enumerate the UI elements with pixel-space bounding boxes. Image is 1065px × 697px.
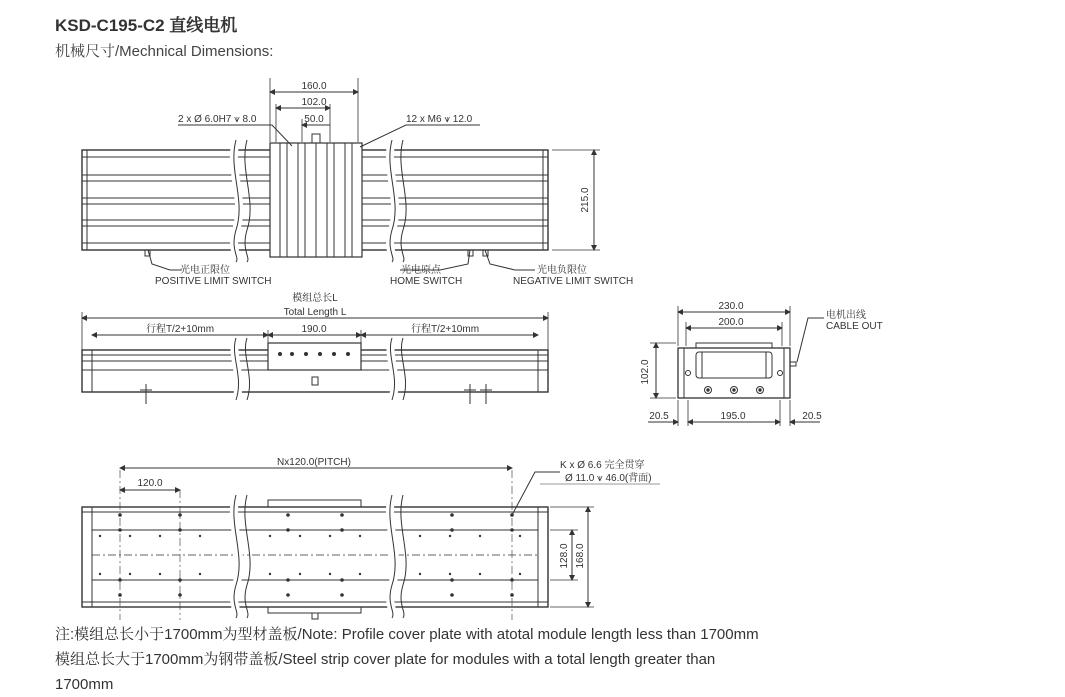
positive-limit-cn: 光电正限位 xyxy=(180,265,230,276)
magnet-hole xyxy=(159,573,161,575)
stroke-right: 行程T/2+10mm xyxy=(410,324,480,335)
page-subtitle: 机械尺寸/Mechnical Dimensions: xyxy=(55,43,274,60)
mounting-hole xyxy=(510,513,514,517)
magnet-hole xyxy=(449,573,451,575)
dim-50: 50.0 xyxy=(304,114,324,125)
magnet-hole xyxy=(269,573,271,575)
magnet-hole xyxy=(359,573,361,575)
dim-120: 120.0 xyxy=(137,478,163,489)
magnet-hole xyxy=(129,573,131,575)
total-length-en: Total Length L xyxy=(283,307,347,318)
mounting-hole xyxy=(450,593,454,597)
hole-spec-left: 2 x Ø 6.0H7 ⩛ 8.0 xyxy=(178,114,257,125)
mounting-hole xyxy=(340,593,344,597)
dim-102-end: 102.0 xyxy=(640,359,651,385)
mounting-hole xyxy=(118,528,122,532)
mounting-hole xyxy=(118,578,122,582)
hole-spec-right: 12 x M6 ⩛ 12.0 xyxy=(406,114,473,125)
cable-out-en: CABLE OUT xyxy=(826,321,883,332)
magnet-hole xyxy=(159,535,161,537)
magnet-hole xyxy=(99,573,101,575)
mounting-hole xyxy=(178,528,182,532)
magnet-hole xyxy=(129,535,131,537)
dim-20-5-left: 20.5 xyxy=(649,411,669,422)
dim-195: 195.0 xyxy=(720,411,746,422)
mounting-hole xyxy=(450,578,454,582)
mounting-hole xyxy=(178,593,182,597)
bottom-view xyxy=(82,468,660,620)
magnet-hole xyxy=(419,535,421,537)
mounting-hole xyxy=(286,528,290,532)
positive-limit-en: POSITIVE LIMIT SWITCH xyxy=(155,276,272,287)
home-switch-cn: 光电原点 xyxy=(401,265,441,276)
dim-102: 102.0 xyxy=(301,97,327,108)
notes xyxy=(55,622,875,697)
mounting-hole xyxy=(510,578,514,582)
mounting-hole xyxy=(286,513,290,517)
magnet-hole xyxy=(299,535,301,537)
mounting-hole xyxy=(510,528,514,532)
hole-spec-bottom-2: Ø 11.0 ⩛ 46.0(背面) xyxy=(565,473,652,484)
stroke-left: 行程T/2+10mm xyxy=(145,324,215,335)
mounting-hole xyxy=(450,513,454,517)
mounting-hole xyxy=(286,578,290,582)
cable-out-cn: 电机出线 xyxy=(826,310,866,321)
magnet-hole xyxy=(269,535,271,537)
magnet-hole xyxy=(519,535,521,537)
negative-limit-en: NEGATIVE LIMIT SWITCH xyxy=(513,276,634,287)
negative-limit-cn: 光电负限位 xyxy=(537,265,587,276)
mounting-hole xyxy=(340,578,344,582)
dim-200: 200.0 xyxy=(718,317,744,328)
dim-190: 190.0 xyxy=(301,324,327,335)
mounting-hole xyxy=(510,593,514,597)
dim-230: 230.0 xyxy=(718,301,744,312)
dim-160: 160.0 xyxy=(301,81,327,92)
pitch-label: Nx120.0(PITCH) xyxy=(277,457,351,468)
mounting-hole xyxy=(118,593,122,597)
mounting-hole xyxy=(118,513,122,517)
magnet-hole xyxy=(99,535,101,537)
note-line-1: 注:模组总长小于1700mm为型材盖板/Note: Profile cover plate with atotal module length less than 1700mm xyxy=(55,626,759,643)
mounting-hole xyxy=(340,528,344,532)
mounting-hole xyxy=(286,593,290,597)
hole-spec-bottom-1: K x Ø 6.6 完全贯穿 xyxy=(560,460,645,471)
magnet-hole xyxy=(329,573,331,575)
total-length-cn: 模组总长L xyxy=(292,293,338,304)
dim-20-5-right: 20.5 xyxy=(802,411,822,422)
note-line-2: 模组总长大于1700mm为钢带盖板/Steel strip cover plate for modules with a total length greater than xyxy=(55,651,716,668)
magnet-hole xyxy=(419,573,421,575)
mounting-hole xyxy=(178,513,182,517)
dim-128: 128.0 xyxy=(559,543,570,569)
magnet-hole xyxy=(449,535,451,537)
mounting-hole xyxy=(450,528,454,532)
mounting-hole xyxy=(178,578,182,582)
note-line-3: 1700mm xyxy=(55,676,114,693)
dim-215: 215.0 xyxy=(580,187,591,213)
home-switch-en: HOME SWITCH xyxy=(390,276,463,287)
magnet-hole xyxy=(199,573,201,575)
magnet-hole xyxy=(479,573,481,575)
top-view xyxy=(82,78,600,270)
dim-168: 168.0 xyxy=(575,543,586,569)
magnet-hole xyxy=(519,573,521,575)
magnet-hole xyxy=(359,535,361,537)
magnet-hole xyxy=(199,535,201,537)
page-title: KSD-C195-C2 直线电机 xyxy=(55,16,238,35)
mounting-hole xyxy=(340,513,344,517)
magnet-hole xyxy=(329,535,331,537)
magnet-hole xyxy=(299,573,301,575)
magnet-hole xyxy=(479,535,481,537)
